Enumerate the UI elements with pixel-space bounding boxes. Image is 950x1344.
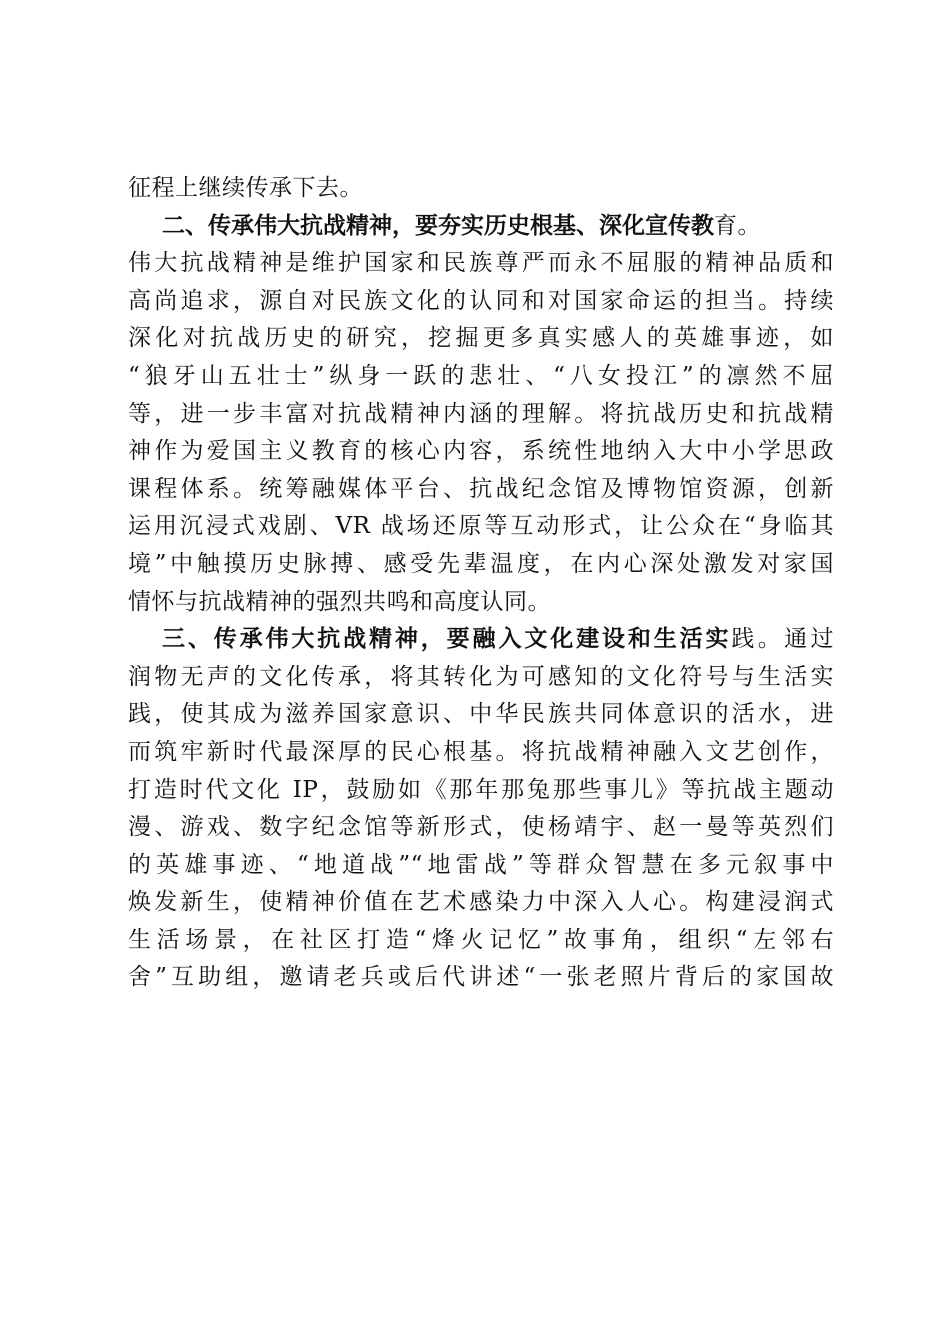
text-line: 润物无声的文化传承，将其转化为可感知的文化符号与生活实 (128, 663, 834, 690)
text-line: 情怀与抗战精神的强烈共鸣和高度认同。 (128, 588, 551, 615)
text-line: 生活场景，在社区打造“烽火记忆”故事角，组织“左邻右 (128, 926, 834, 953)
text-line: 等，进一步丰富对抗战精神内涵的理解。将抗战历史和抗战精 (128, 400, 834, 427)
text-line: 漫、游戏、数字纪念馆等新形式，使杨靖宇、赵一曼等英烈们 (128, 814, 834, 841)
document-body (128, 170, 834, 997)
text-line: 打造时代文化 IP，鼓励如《那年那兔那些事儿》等抗战主题动 (128, 776, 834, 803)
text-line: 神作为爱国主义教育的核心内容，系统性地纳入大中小学思政 (128, 438, 834, 465)
section-heading-3 (128, 621, 834, 659)
heading-bold-text: 三、传承伟大抗战精神，要融入文化建设和生活实 (162, 626, 732, 653)
text-line: 课程体系。统筹融媒体平台、抗战纪念馆及博物馆资源，创新 (128, 475, 834, 502)
text-line: 高尚追求，源自对民族文化的认同和对国家命运的担当。持续 (128, 287, 834, 314)
paragraph-continuation: 征程上继续传承下去。 (128, 175, 363, 201)
text-line: 而筑牢新时代最深厚的民心根基。将抗战精神融入文艺创作， (128, 738, 834, 765)
text-line: “狼牙山五壮士”纵身一跃的悲壮、“八女投江”的凛然不屈 (128, 362, 834, 389)
text-line: 焕发新生，使精神价值在艺术感染力中深入人心。构建浸润式 (128, 889, 834, 916)
text-line: 境”中触摸历史脉搏、感受先辈温度，在内心深处激发对家国 (128, 550, 834, 577)
text-line: 运用沉浸式戏剧、VR 战场还原等互动形式，让公众在“身临其 (128, 513, 834, 540)
text-line: 的英雄事迹、“地道战”“地雷战”等群众智慧在多元叙事中 (128, 851, 834, 878)
heading-tail-text: 育。 (714, 212, 761, 239)
text-line: 伟大抗战精神是维护国家和民族尊严而永不屈服的精神品质和 (128, 250, 834, 277)
heading-tail-text: 践。通过 (731, 626, 835, 653)
text-line: 深化对抗战历史的研究，挖掘更多真实感人的英雄事迹，如 (128, 325, 834, 352)
text-line: 舍”互助组，邀请老兵或后代讲述“一张老照片背后的家国故 (128, 964, 834, 991)
heading-bold-text: 二、传承伟大抗战精神，要夯实历史根基、深化宣传教 (162, 212, 714, 239)
text-line: 践，使其成为滋养国家意识、中华民族共同体意识的活水，进 (128, 701, 834, 728)
section-heading-2 (128, 208, 834, 246)
